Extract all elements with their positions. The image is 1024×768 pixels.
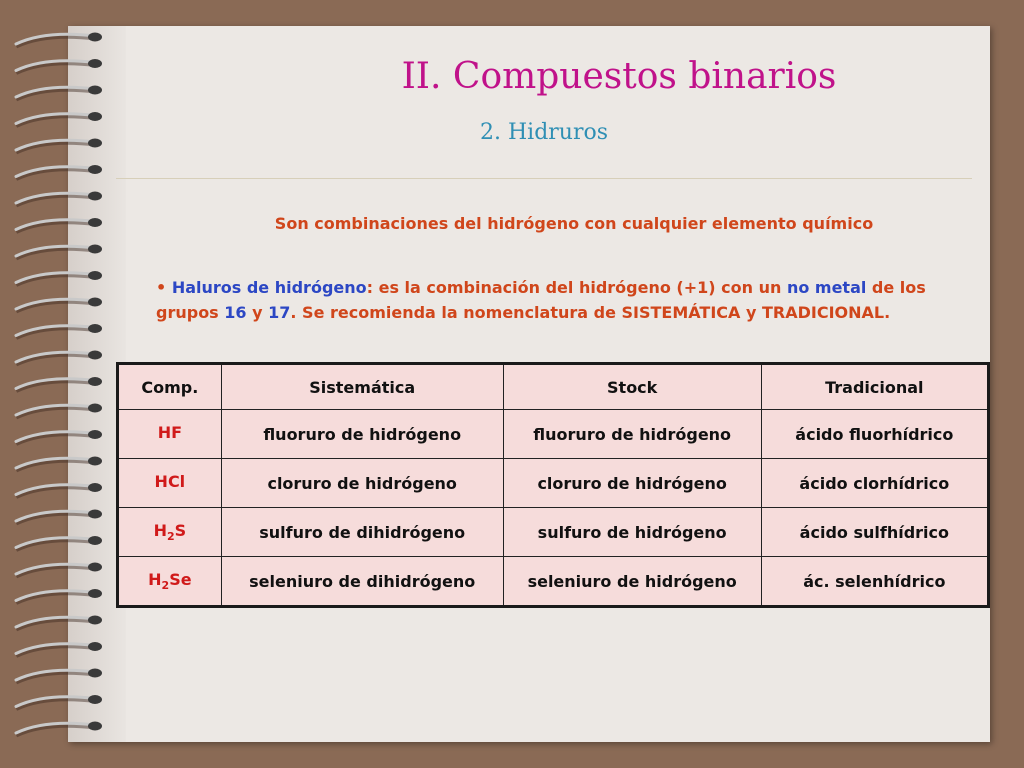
spiral-ring bbox=[16, 59, 102, 73]
page-title: II. Compuestos binarios bbox=[401, 56, 837, 97]
header-stock: Stock bbox=[503, 364, 761, 410]
spiral-ring bbox=[16, 536, 102, 550]
bullet-text-4: . Se recomienda la nomenclatura de SISTEMÁTICA y TRADICIONAL. bbox=[290, 303, 891, 322]
table-row bbox=[118, 508, 989, 557]
bullet-marker: • bbox=[156, 278, 167, 297]
intro-text: Son combinaciones del hidrógeno con cualquier elemento químico bbox=[274, 214, 874, 233]
header-sistematica: Sistemática bbox=[221, 364, 503, 410]
sistematica-cell: seleniuro de dihidrógeno bbox=[221, 557, 503, 607]
tradicional-cell: ác. selenhídrico bbox=[761, 557, 988, 607]
spiral-ring bbox=[16, 139, 102, 153]
divider bbox=[116, 178, 972, 179]
sistematica-cell: sulfuro de dihidrógeno bbox=[221, 508, 503, 557]
spiral-ring bbox=[16, 669, 102, 683]
spiral-ring bbox=[16, 324, 102, 338]
sistematica-cell: cloruro de hidrógeno bbox=[221, 459, 503, 508]
table-row bbox=[118, 410, 989, 459]
group-16: 16 bbox=[224, 303, 247, 322]
compound-cell: $H_2Se$ bbox=[118, 557, 222, 607]
compound-cell: HF bbox=[118, 410, 222, 459]
table-header-row bbox=[118, 364, 989, 410]
slide-page bbox=[68, 26, 990, 742]
spiral-ring bbox=[16, 563, 102, 577]
nomenclature-table-wrapper bbox=[116, 362, 990, 608]
stock-cell: cloruro de hidrógeno bbox=[503, 459, 761, 508]
spiral-ring bbox=[16, 377, 102, 391]
stock-cell: seleniuro de hidrógeno bbox=[503, 557, 761, 607]
spiral-ring bbox=[16, 112, 102, 126]
spiral-ring bbox=[16, 33, 102, 47]
spiral-ring bbox=[16, 404, 102, 418]
spiral-ring bbox=[16, 589, 102, 603]
bullet-text-2: de los grupos bbox=[156, 278, 926, 322]
table-row bbox=[118, 459, 989, 508]
spiral-ring bbox=[16, 351, 102, 365]
sistematica-cell: fluoruro de hidrógeno bbox=[221, 410, 503, 459]
tradicional-cell: ácido clorhídrico bbox=[761, 459, 988, 508]
spiral-ring bbox=[16, 298, 102, 312]
bullet-term: Haluros de hidrógeno bbox=[171, 278, 367, 297]
bullet-paragraph bbox=[156, 275, 956, 325]
compound-cell: HCl bbox=[118, 459, 222, 508]
spiral-ring bbox=[16, 642, 102, 656]
tradicional-cell: ácido sulfhídrico bbox=[761, 508, 988, 557]
spiral-ring bbox=[16, 192, 102, 206]
spiral-ring bbox=[16, 86, 102, 100]
spiral-ring bbox=[16, 483, 102, 497]
spiral-ring bbox=[16, 616, 102, 630]
no-metal-term: no metal bbox=[786, 278, 867, 297]
header-comp: Comp. bbox=[118, 364, 222, 410]
spiral-ring bbox=[16, 510, 102, 524]
stock-cell: fluoruro de hidrógeno bbox=[503, 410, 761, 459]
spiral-ring bbox=[16, 695, 102, 709]
nomenclature-table bbox=[116, 362, 990, 608]
bullet-text-3: y bbox=[246, 303, 269, 322]
spiral-ring bbox=[16, 457, 102, 471]
compound-cell: $H_2S$ bbox=[118, 508, 222, 557]
table-row bbox=[118, 557, 989, 607]
page-subtitle: 2. Hidruros bbox=[480, 120, 609, 145]
header-tradicional: Tradicional bbox=[761, 364, 988, 410]
spiral-ring bbox=[16, 218, 102, 232]
notebook-spiral-binding bbox=[0, 0, 120, 768]
group-17: 17 bbox=[268, 303, 291, 322]
stock-cell: sulfuro de hidrógeno bbox=[503, 508, 761, 557]
tradicional-cell: ácido fluorhídrico bbox=[761, 410, 988, 459]
spiral-ring bbox=[16, 165, 102, 179]
spiral-ring bbox=[16, 271, 102, 285]
spiral-ring bbox=[16, 430, 102, 444]
spiral-ring bbox=[16, 245, 102, 259]
spiral-ring bbox=[16, 722, 102, 736]
bullet-text-1: : es la combinación del hidrógeno (+1) con un bbox=[366, 278, 787, 297]
